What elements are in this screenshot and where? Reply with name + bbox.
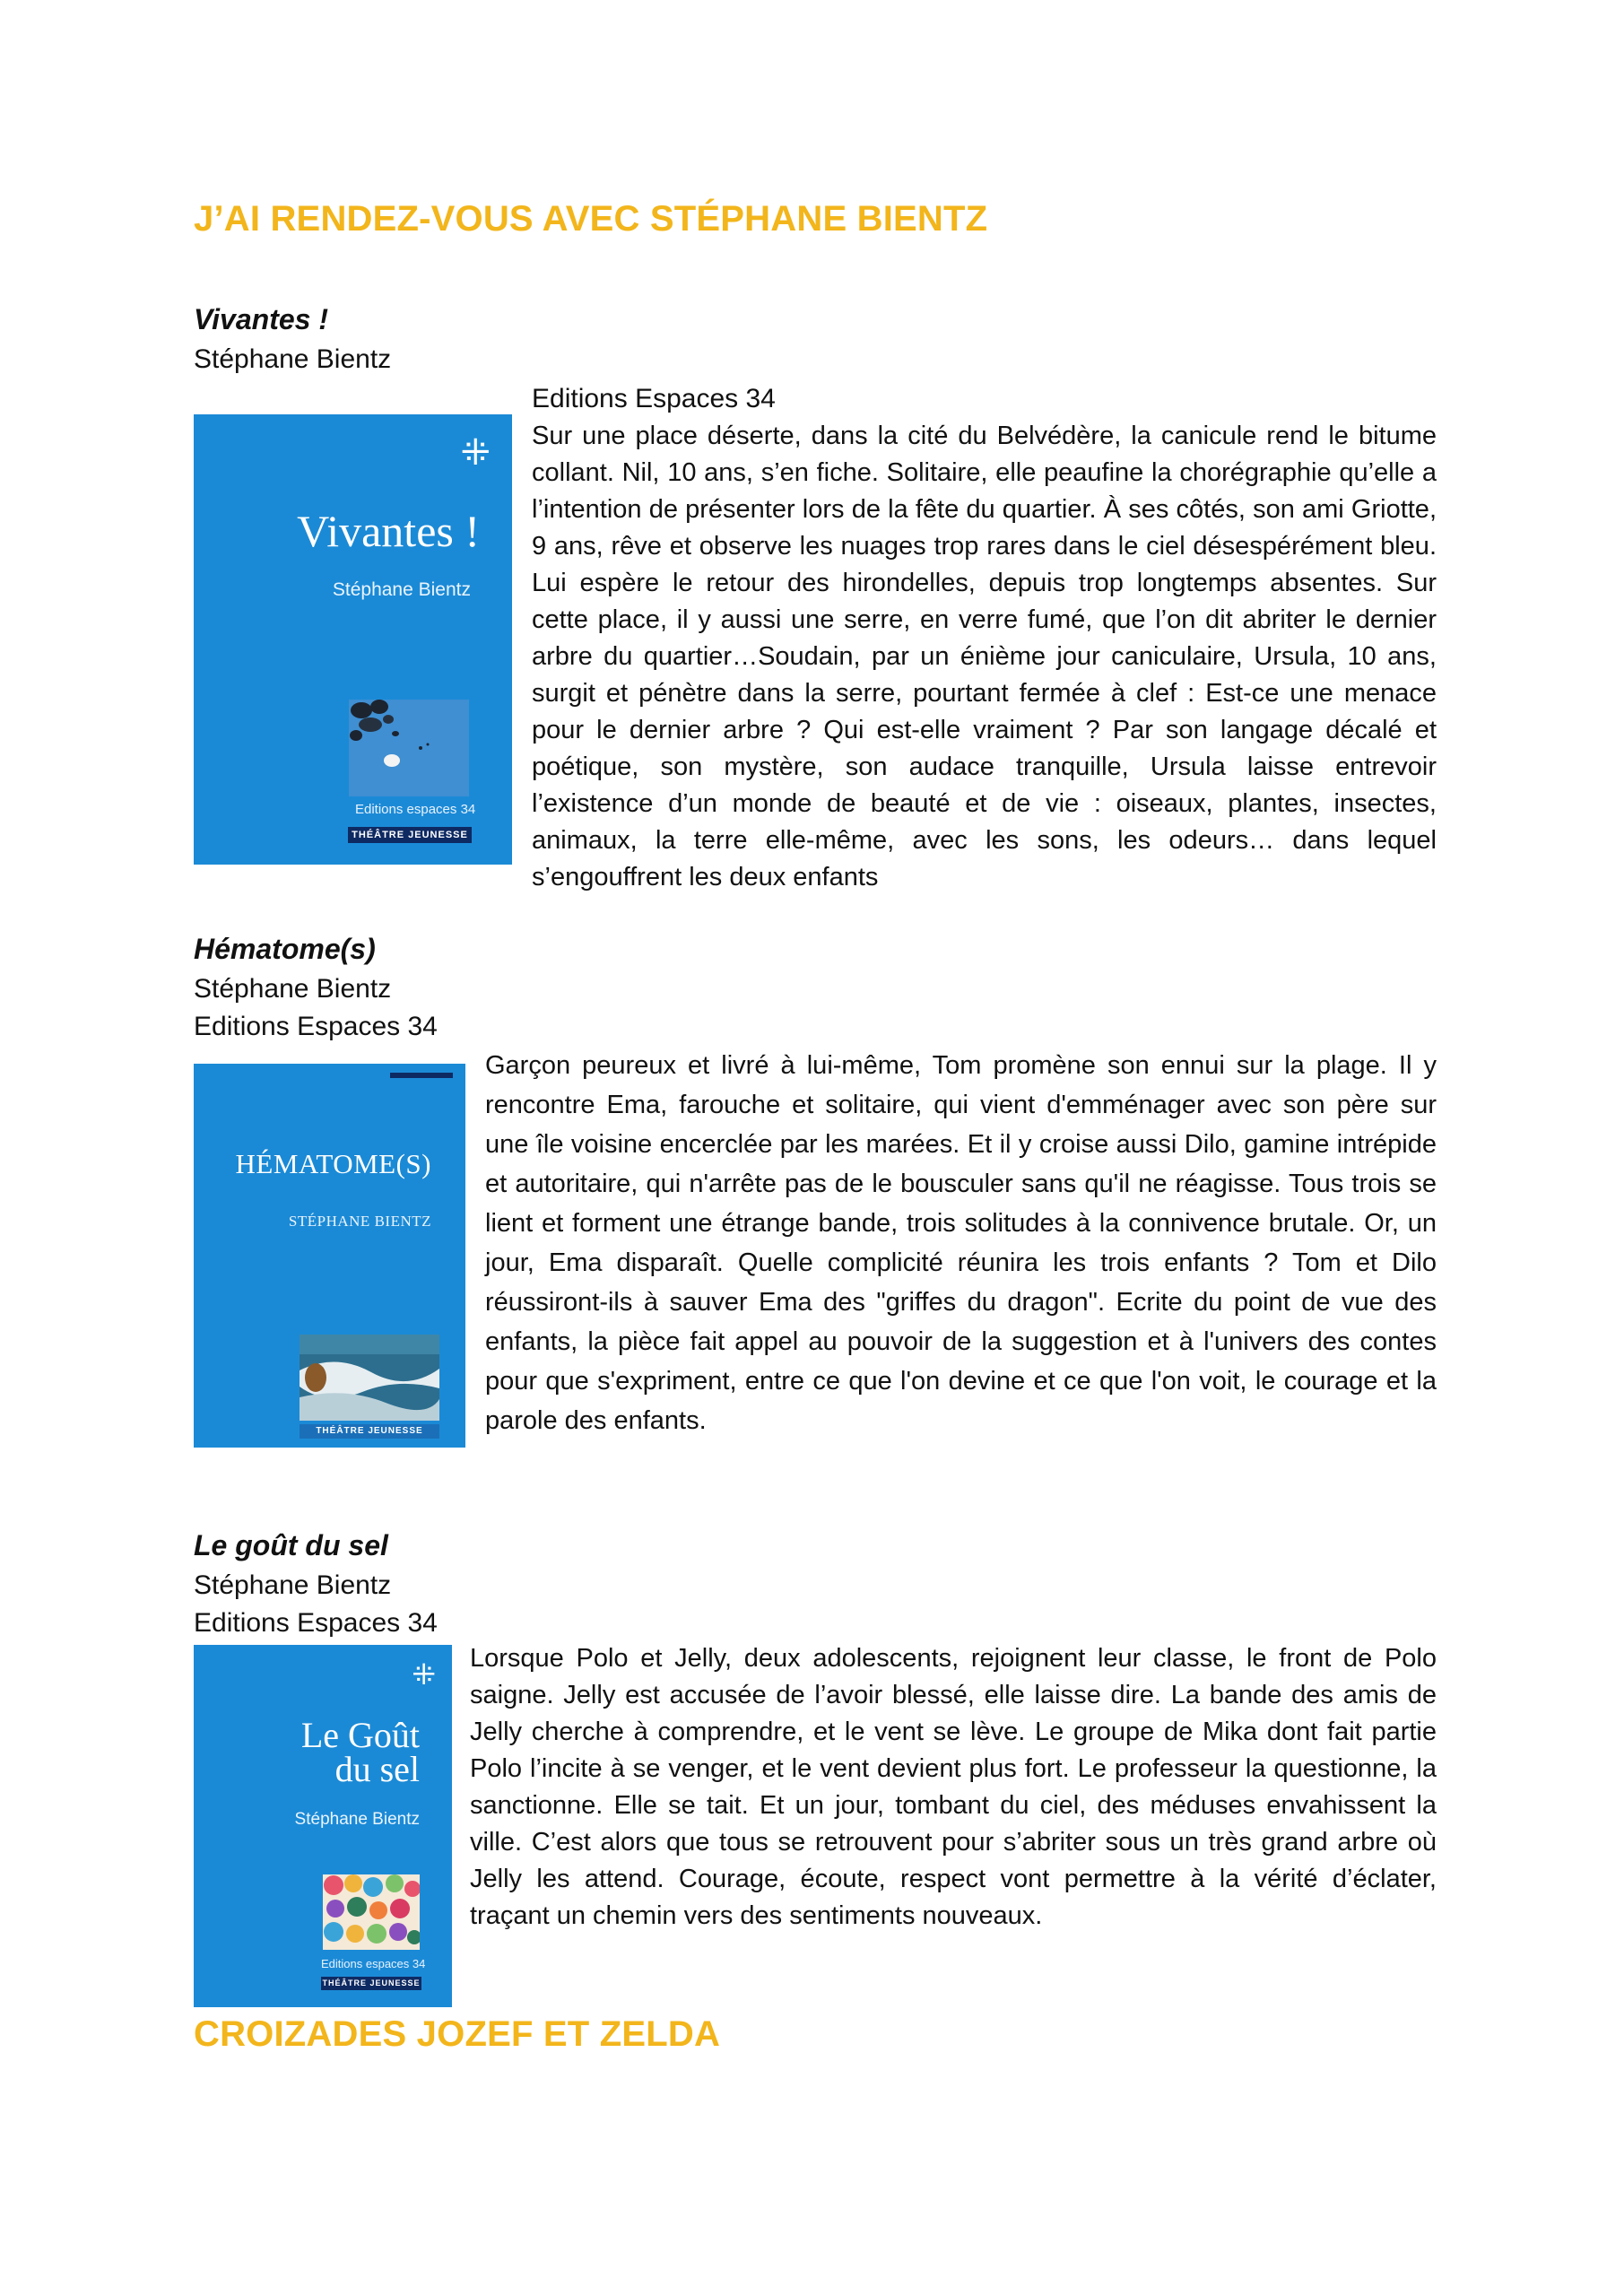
cover-illustration [323, 1874, 420, 1950]
cover-title: HÉMATOME(S) [235, 1148, 431, 1179]
cover-title: Le Goût [300, 1715, 420, 1755]
cover-illustration [349, 700, 469, 796]
book-author: Stéphane Bientz [194, 1570, 392, 1600]
cover-publisher: Editions espaces 34 [321, 1957, 426, 1970]
book-title: Hématome(s) [194, 933, 376, 965]
book-description: Garçon peureux et livré à lui-même, Tom promène son ennui sur la plage. Il y rencontre Ema, farouche et solitaire, qui vient d'emménager avec son père sur une île voisine encerclée par les marées. Et il y croise aussi Dilo, gamine intrépide et autoritaire, qui n'arrête pas de le bousculer sans qu'il ne réagisse. Tous trois se lient et forment une étrange bande, trois solitudes à la connivence brutale. Or, un jour, Ema disparaît. Quelle complicité réunira les trois enfants ? Tom et Dilo réussiront-ils à sauver Ema des "griffes du dragon". Ecrite du point de vue des enfants, la pièce fait appel au pouvoir de la suggestion et à l'univers des contes pour que s'expriment, entre ce que l'on devine et ce que l'on voit, le courage et la parole des enfants. [485, 1051, 1437, 1435]
cover-illustration [300, 1335, 439, 1421]
cover-author: STÉPHANE BIENTZ [288, 1213, 431, 1230]
cover-title-line2: du sel [334, 1749, 420, 1789]
book-title: Le goût du sel [194, 1529, 388, 1561]
book-author: Stéphane Bientz [194, 344, 392, 374]
cover-top-band [390, 1073, 453, 1078]
book-title: Vivantes ! [194, 303, 328, 335]
book-cover [194, 1645, 452, 2007]
book-publisher: Editions Espaces 34 [194, 1012, 438, 1041]
section-heading: J’AI RENDEZ-VOUS AVEC STÉPHANE BIENTZ [194, 199, 988, 239]
book-description: Lorsque Polo et Jelly, deux adolescents, rejoignent leur classe, le front de Polo saigne. Jelly est accusée de l’avoir blessé, elle laisse dire. La bande des amis de Jelly cherche à comprendre, et le vent se lève. Le groupe de Mika dont fait partie Polo l’incite à se venger, et le vent devient plus fort. Le professeur la questionne, la sanctionne. Elle se tait. Et un jour, tombant du ciel, des méduses envahissent la ville. C’est alors que tous se retrouvent pour s’abriter sous un très grand arbre où Jelly les attend. Courage, écoute, respect vont permettre à la vérité d’éclater, traçant un chemin vers des sentiments nouveaux. [470, 1644, 1437, 1930]
publisher-logo-icon: ⁜ [412, 1657, 436, 1692]
book-cover [194, 414, 512, 865]
cover-collection: THÉÂTRE JEUNESSE [348, 827, 472, 843]
cover-author: Stéphane Bientz [332, 579, 471, 600]
book-publisher: Editions Espaces 34 [194, 1608, 438, 1638]
book-description: Sur une place déserte, dans la cité du Belvédère, la canicule rend le bitume collant. Nil, 10 ans, s’en fiche. Solitaire, elle peaufine la chorégraphie qu’elle a l’intention de présenter lors de la fête du quartier. À ses côtés, son ami Griotte, 9 ans, rêve et observe les nuages trop rares dans le ciel désespérément bleu. Lui espère le retour des hirondelles, depuis trop longtemps absentes. Sur cette place, il y aussi une serre, en verre fumé, que l’on dit abriter le dernier arbre du quartier…Soudain, par un énième jour caniculaire, Ursula, 10 ans, surgit et pénètre dans la serre, pourtant fermée à clef : Est-ce une menace pour le dernier arbre ? Qui est-elle vraiment ? Par son langage décalé et poétique, son mystère, son audace tranquille, Ursula laisse entrevoir l’existence d’un monde de beauté et de vie : oiseaux, plantes, insectes, animaux, la terre elle-même, avec les sons, les odeurs… dans lequel s’engouffrent les deux enfants [532, 422, 1437, 891]
book-cover [194, 1064, 465, 1448]
publisher-logo-icon: ⁜ [460, 432, 491, 474]
book-publisher: Editions Espaces 34 [532, 384, 776, 413]
section-heading: CROIZADES JOZEF ET ZELDA [194, 2014, 721, 2054]
cover-publisher: Editions espaces 34 [355, 802, 476, 817]
cover-author: Stéphane Bientz [294, 1810, 420, 1829]
cover-collection: THÉÂTRE JEUNESSE [300, 1424, 439, 1439]
cover-collection: THÉÂTRE JEUNESSE [321, 1977, 421, 1990]
book-author: Stéphane Bientz [194, 974, 392, 1004]
cover-title: Vivantes ! [297, 506, 480, 556]
